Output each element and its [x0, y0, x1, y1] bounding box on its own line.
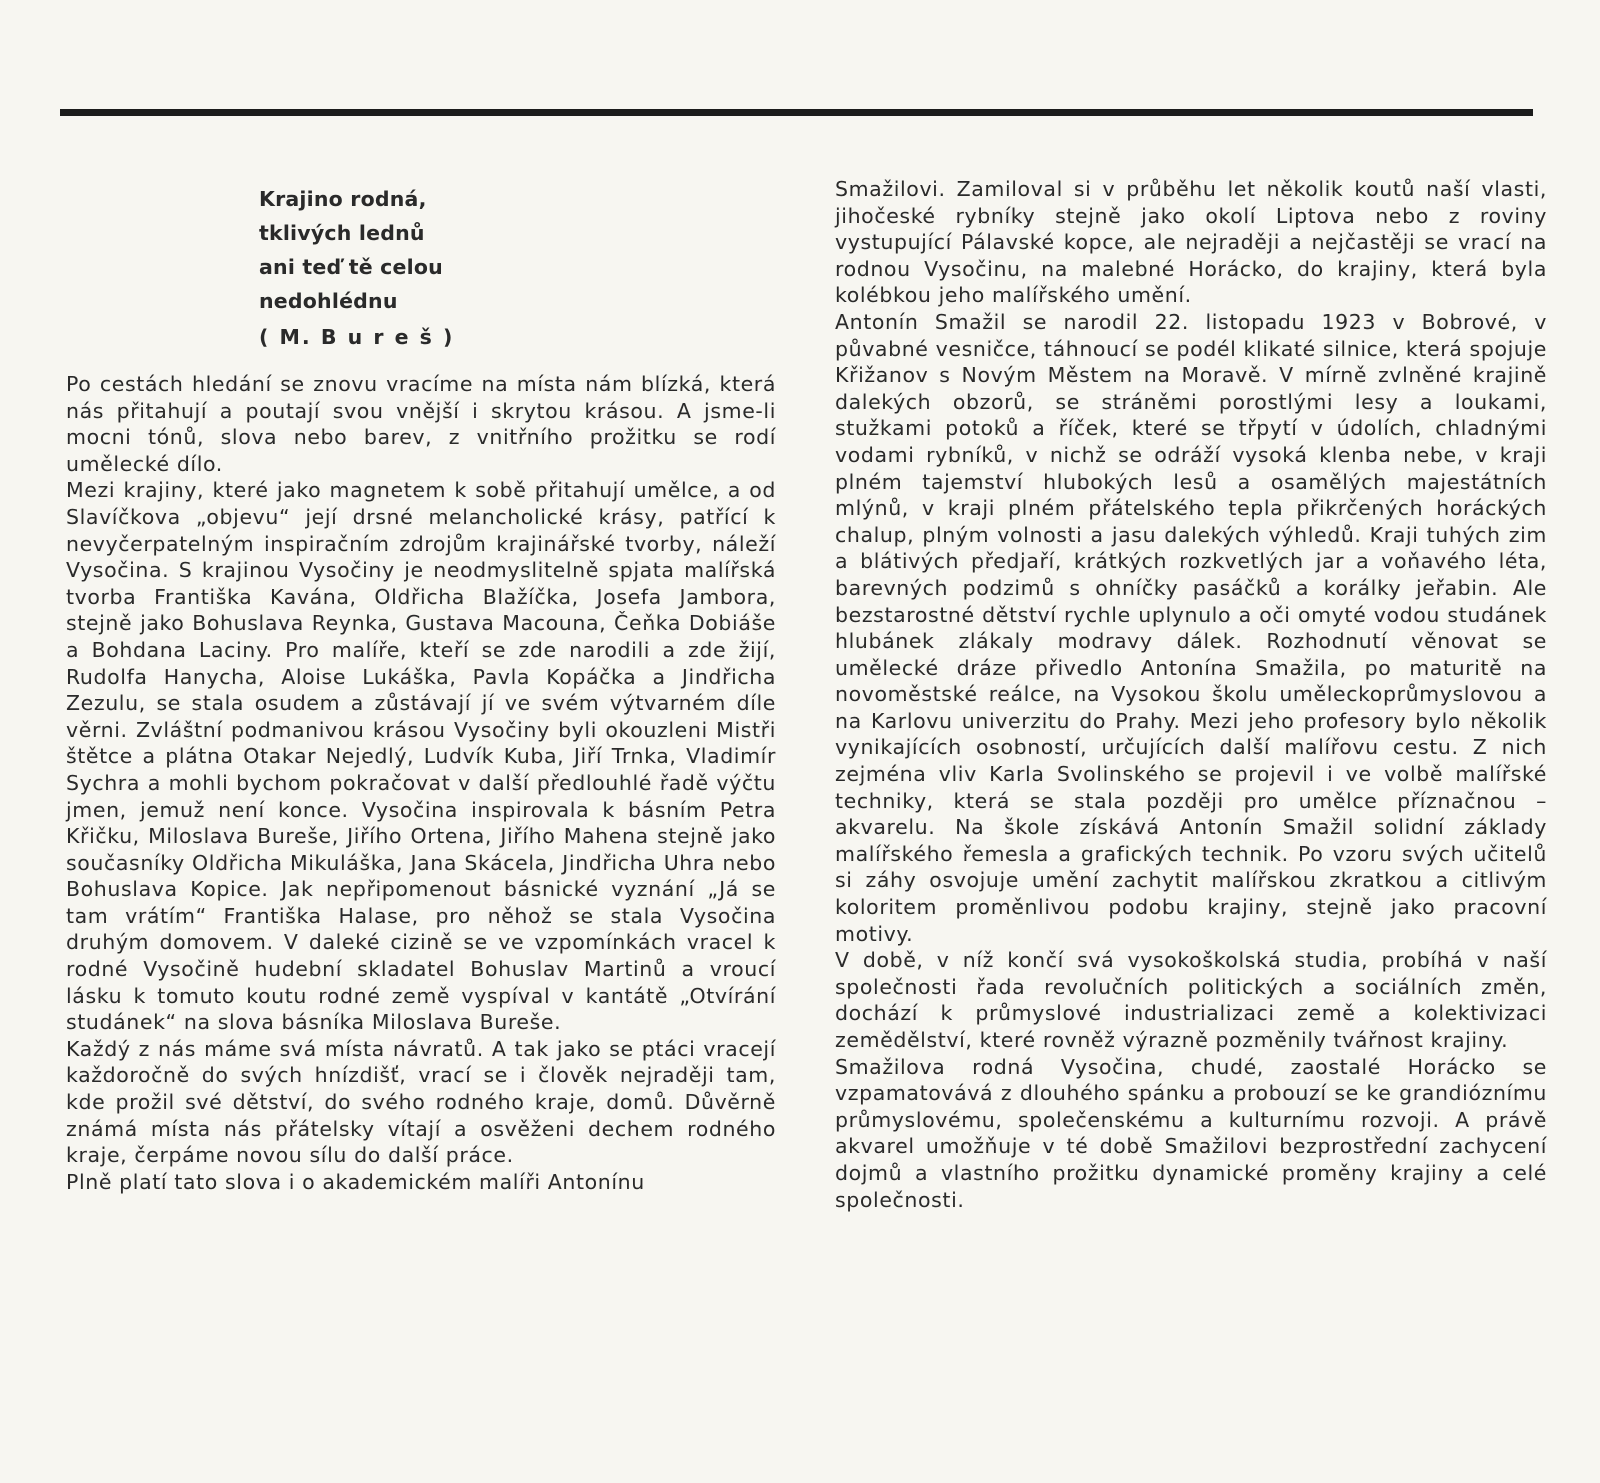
- paragraph: Každý z nás máme svá místa návratů. A tak jako se ptáci vracejí každoročně do svých hnízdišť, vrací se i člověk nejraději tam, kde prožil své dětství, do svého rodného kraje, domů. Důvěrně známá místa nás přátelsky vítají a osvěženi dechem rodného kraje, čerpáme novou sílu do další práce.: [66, 1036, 776, 1168]
- paragraph: Antonín Smažil se narodil 22. listopadu 1923 v Bobrové, v půvabné vesničce, táhnoucí se podél klikaté silnice, která spojuje Křižanov s Novým Městem na Moravě. V mírně zvlněné krajině dalekých obzorů, se stráněmi porostlými lesy a loukami, stužkami potoků a říček, které se třpytí v údolích, chladnými vodami rybníků, v nichž se odráží vysoká klenba nebe, v kraji plném tajemství hlubokých lesů a osamělých majestátních mlýnů, v kraji plném přátelského tepla přikrčených horáckých chalup, plným volnosti a jasu dalekých výhledů. Kraji tuhých zim a blátivých předjaří, krátkých rozkvetlých jar a voňavého léta, barevných podzimů s ohníčky pasáčků a korálky jeřabin. Ale bezstarostné dětství rychle uplynulo a oči omyté vodou studánek hlubánek zlákaly modravy dálek. Rozhodnutí věnovat se umělecké dráze přivedlo Antonína Smažila, po maturitě na novoměstské reálce, na Vysokou školu uměleckoprůmyslovou a na Karlovu univerzitu do Prahy. Mezi jeho profesory bylo několik vynikajících osobností, určujících další malířovu cestu. Z nich zejména vliv Karla Svolinského se projevil i ve volbě malířské techniky, která se stala později pro umělce příznačnou – akvarelu. Na škole získává Antonín Smažil solidní základy malířského řemesla a grafických technik. Po vzoru svých učitelů si záhy osvojuje umění zachytit malířskou zkratkou a citlivým koloritem proměnlivou podobu krajiny, stejně jako pracovní motivy.: [835, 309, 1547, 946]
- right-column: [835, 176, 1547, 1213]
- paragraph: Smažilova rodná Vysočina, chudé, zaostalé Horácko se vzpamatovává z dlouhého spánku a probouzí se ke grandióznímu průmyslovému, společenskému a kulturnímu rozvoji. A právě akvarel umožňuje v té době Smažilovi bezprostřední zachycení dojmů a vlastního prožitku dynamické proměny krajiny a celé společnosti.: [835, 1054, 1547, 1212]
- motto-line: nedohlédnu: [259, 289, 398, 313]
- paragraph: Plně platí tato slova i o akademickém malíři Antonínu: [66, 1169, 645, 1194]
- motto: [259, 182, 589, 354]
- paragraph: V době, v níž končí svá vysokoškolská studia, probíhá v naší společnosti řada revolučních politických a sociálních změn, dochází k průmyslové industrializaci země a kolektivizaci zemědělství, které rovněž výrazně pozměnily tvářnost krajiny.: [835, 948, 1547, 1052]
- top-rule: [60, 109, 1533, 116]
- motto-line: Krajino rodná,: [259, 187, 427, 211]
- motto-line: tklivých lednů: [259, 221, 425, 245]
- left-column: [66, 371, 776, 1195]
- paragraph: Po cestách hledání se znovu vracíme na místa nám blízká, která nás přitahují a poutají svou vnější i skrytou krásou. A jsme-li mocni tónů, slova nebo barev, z vnitřního prožitku se rodí umělecké dílo.: [66, 372, 776, 476]
- paragraph: Smažilovi. Zamiloval si v průběhu let několik koutů naší vlasti, jihočeské rybníky stejně jako okolí Liptova nebo z roviny vystupující Pálavské kopce, ale nejraději a nejčastěji se vrací na rodnou Vysočinu, na malebné Horácko, do krajiny, která byla kolébkou jeho malířského umění.: [835, 177, 1547, 308]
- motto-line: ani teď tě celou: [259, 255, 443, 279]
- paragraph: Mezi krajiny, které jako magnetem k sobě přitahují umělce, a od Slavíčkova „objevu“ její drsné melancholické krásy, patřící k nevyčerpatelným inspiračním zdrojům krajinářské tvorby, náleží Vysočina. S krajinou Vysočiny je neodmyslitelně spjata malířská tvorba Františka Kavána, Oldřicha Blažíčka, Josefa Jambora, stejně jako Bohuslava Reynka, Gustava Macouna, Čeňka Dobiáše a Bohdana Laciny. Pro malíře, kteří se zde narodili a zde žijí, Rudolfa Hanycha, Aloise Lukáška, Pavla Kopáčka a Jindřicha Zezulu, se stala osudem a zůstávají jí ve svém výtvarném díle věrni. Zvláštní podmanivou krásou Vysočiny byli okouzleni Mistři štětce a plátna Otakar Nejedlý, Ludvík Kuba, Jiří Trnka, Vladimír Sychra a mohli bychom pokračovat v další předlouhlé řadě výčtu jmen, jemuž není konce. Vysočina inspirovala k básním Petra Křičku, Miloslava Bureše, Jiřího Ortena, Jiřího Mahena stejně jako současníky Oldřicha Mikuláška, Jana Skácela, Jindřicha Uhra nebo Bohuslava Kopice. Jak nepřipomenout básnické vyznání „Já se tam vrátím“ Františka Halase, pro něhož se stala Vysočina druhým domovem. V daleké cizině se ve vzpomínkách vracel k rodné Vysočině hudební skladatel Bohuslav Martinů a vroucí lásku k tomuto koutu rodné země vyspíval v kantátě „Otvírání studánek“ na slova básníka Miloslava Bureše.: [66, 478, 776, 1035]
- motto-author: ( M. B u r e š ): [259, 325, 455, 349]
